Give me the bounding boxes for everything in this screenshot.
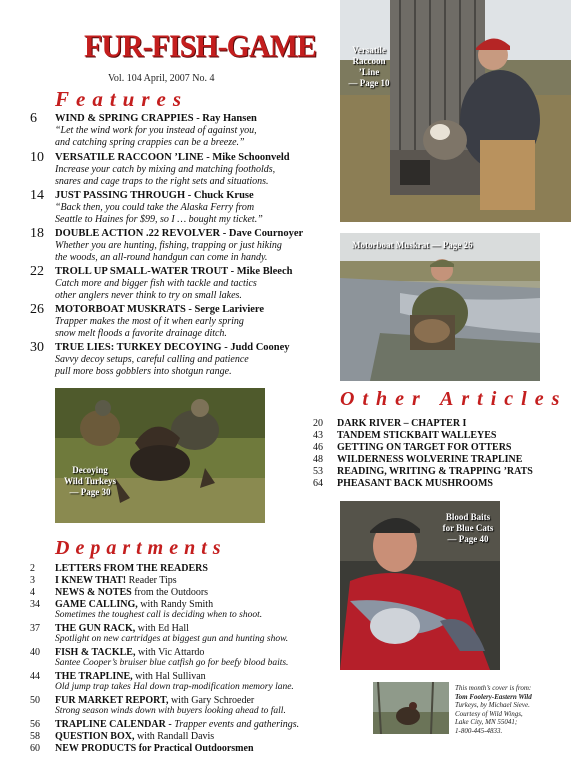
feature-desc: other anglers never think to try on small lakes. [55, 290, 242, 301]
feature-author: - Serge Lariviere [185, 304, 265, 315]
department-title: TRAPLINE CALENDAR - [55, 719, 172, 730]
department-desc: Sometimes the toughest call is deciding when to shoot. [55, 610, 263, 620]
department-byline: with Vic Attardo [135, 647, 205, 658]
department-page: 58 [30, 731, 40, 742]
feature-title: DOUBLE ACTION .22 REVOLVER [55, 228, 221, 239]
other-articles-heading: Other Articles [340, 388, 568, 410]
other-article-title: PHEASANT BACK MUSHROOMS [337, 478, 493, 489]
department-byline: with Hal Sullivan [132, 671, 206, 682]
feature-author: - Judd Cooney [221, 342, 290, 353]
features-heading: Features [55, 87, 189, 111]
feature-desc: Whether you are hunting, fishing, trapping or just hiking [55, 240, 282, 251]
department-title: NEWS & NOTES [55, 587, 132, 598]
feature-page: 6 [30, 111, 37, 126]
feature-desc: Trapper makes the most of it when early spring [55, 316, 244, 327]
department-page: 60 [30, 743, 40, 754]
cover-thumbnail-art [373, 682, 449, 734]
department-title: THE TRAPLINE, [55, 671, 133, 682]
feature-desc: “Back then, you could take the Alaska Ferry from [55, 202, 255, 213]
department-desc: Strong season winds down with buyers looking ahead to fall. [55, 706, 286, 716]
other-article-page: 20 [313, 418, 323, 429]
issue-info: Vol. 104 April, 2007 No. 4 [108, 73, 215, 84]
raccoon-caption: Versatile Raccoon ’Line — Page 10 [348, 45, 390, 88]
feature-author: - Mike Schoonveld [203, 152, 290, 163]
department-page: 34 [30, 599, 40, 610]
other-article-title: READING, WRITING & TRAPPING ’RATS [337, 466, 533, 477]
catfish-caption: Blood Baits for Blue Cats — Page 40 [442, 512, 494, 544]
feature-desc: and catching spring crappies can be a breeze.” [55, 137, 245, 148]
department-page: 56 [30, 719, 40, 730]
department-byline: with Randy Smith [137, 599, 214, 610]
raccoon-photo [340, 0, 571, 222]
department-desc: Old jump trap takes Hal down trap-modification memory lane. [55, 682, 294, 692]
other-article-item[interactable] [313, 430, 497, 441]
department-title: GAME CALLING, [55, 599, 138, 610]
other-article-item[interactable] [313, 442, 512, 453]
feature-page: 22 [30, 264, 44, 279]
department-title: NEW PRODUCTS for Practical Outdoorsmen [55, 743, 254, 754]
feature-desc: “Let the wind work for you instead of against you, [55, 125, 257, 136]
department-desc: Spotlight on new cartridges at biggest gun and hunting show. [55, 634, 289, 644]
other-article-item[interactable] [313, 418, 466, 429]
feature-desc: Savvy decoy setups, careful calling and patience [55, 354, 249, 365]
feature-desc: pull more boss gobblers into shotgun range. [55, 366, 232, 377]
department-byline: with Randall Davis [134, 731, 215, 742]
muskrat-caption: Motorboat Muskrat — Page 26 [352, 240, 473, 250]
departments-heading: Departments [55, 537, 227, 559]
cover-credit: This month’s cover is from: Tom Foolery-Eastern Wild Turkeys, by Michael Sieve. Courtesy of Wild Wings, Lake City, MN 55041; 1-800-445-4833. [455, 684, 532, 735]
feature-desc: snow melt floods a favorite drainage ditch. [55, 328, 227, 339]
cover-thumbnail [373, 682, 449, 734]
feature-title: VERSATILE RACCOON ’LINE [55, 152, 204, 163]
other-article-page: 43 [313, 430, 323, 441]
feature-page: 30 [30, 340, 44, 355]
department-page: 50 [30, 695, 40, 706]
feature-author: - Chuck Kruse [185, 190, 254, 201]
feature-desc: Seattle to Haines for $99, so I … bought my ticket.” [55, 214, 263, 225]
department-page: 44 [30, 671, 40, 682]
other-article-item[interactable] [313, 466, 533, 477]
other-article-page: 64 [313, 478, 323, 489]
department-page: 3 [30, 575, 35, 586]
feature-desc: the woods, an all-round handgun can come in handy. [55, 252, 268, 263]
magazine-logo: FUR-FISH-GAME [84, 29, 316, 64]
feature-page: 18 [30, 226, 44, 241]
department-title: THE GUN RACK, [55, 623, 136, 634]
muskrat-photo-art [340, 233, 540, 381]
raccoon-photo-art [340, 0, 571, 222]
turkey-photo-art [55, 388, 265, 523]
feature-title: WIND & SPRING CRAPPIES [55, 113, 194, 124]
department-title: LETTERS FROM THE READERS [55, 563, 208, 574]
feature-title: MOTORBOAT MUSKRATS [55, 304, 186, 315]
department-byline: Trapper events and gatherings. [171, 719, 300, 730]
turkey-photo [55, 388, 265, 523]
other-article-item[interactable] [313, 454, 522, 465]
feature-title: TROLL UP SMALL-WATER TROUT [55, 266, 228, 277]
other-article-title: WILDERNESS WOLVERINE TRAPLINE [337, 454, 523, 465]
feature-desc: Catch more and bigger fish with tackle and tactics [55, 278, 257, 289]
other-article-item[interactable] [313, 478, 493, 489]
feature-title: TRUE LIES: TURKEY DECOYING [55, 342, 222, 353]
feature-desc: snares and cage traps to the right sets and situations. [55, 176, 269, 187]
department-desc: Santee Cooper’s bruiser blue catfish go for beefy blood baits. [55, 658, 289, 668]
department-title: QUESTION BOX, [55, 731, 135, 742]
department-byline: Reader Tips [126, 575, 177, 586]
feature-page: 14 [30, 188, 44, 203]
feature-desc: Increase your catch by mixing and matching footholds, [55, 164, 276, 175]
department-byline: from the Outdoors [131, 587, 209, 598]
department-page: 40 [30, 647, 40, 658]
feature-title: JUST PASSING THROUGH [55, 190, 186, 201]
other-article-title: GETTING ON TARGET FOR OTTERS [337, 442, 512, 453]
department-byline: with Gary Schroeder [168, 695, 255, 706]
feature-author: - Dave Cournoyer [220, 228, 304, 239]
department-title: I KNEW THAT! [55, 575, 127, 586]
other-article-page: 46 [313, 442, 323, 453]
department-byline: with Ed Hall [135, 623, 189, 634]
other-article-page: 48 [313, 454, 323, 465]
other-article-title: TANDEM STICKBAIT WALLEYES [337, 430, 497, 441]
feature-author: - Mike Bleech [228, 266, 293, 277]
department-page: 4 [30, 587, 35, 598]
department-page: 37 [30, 623, 40, 634]
feature-page: 10 [30, 150, 44, 165]
feature-author: - Ray Hansen [193, 113, 257, 124]
department-title: FUR MARKET REPORT, [55, 695, 169, 706]
other-article-page: 53 [313, 466, 323, 477]
muskrat-photo [340, 233, 540, 381]
other-article-title: DARK RIVER – CHAPTER I [337, 418, 467, 429]
turkey-caption: Decoying Wild Turkeys — Page 30 [63, 465, 117, 497]
department-title: FISH & TACKLE, [55, 647, 136, 658]
feature-page: 26 [30, 302, 44, 317]
department-page: 2 [30, 563, 35, 574]
